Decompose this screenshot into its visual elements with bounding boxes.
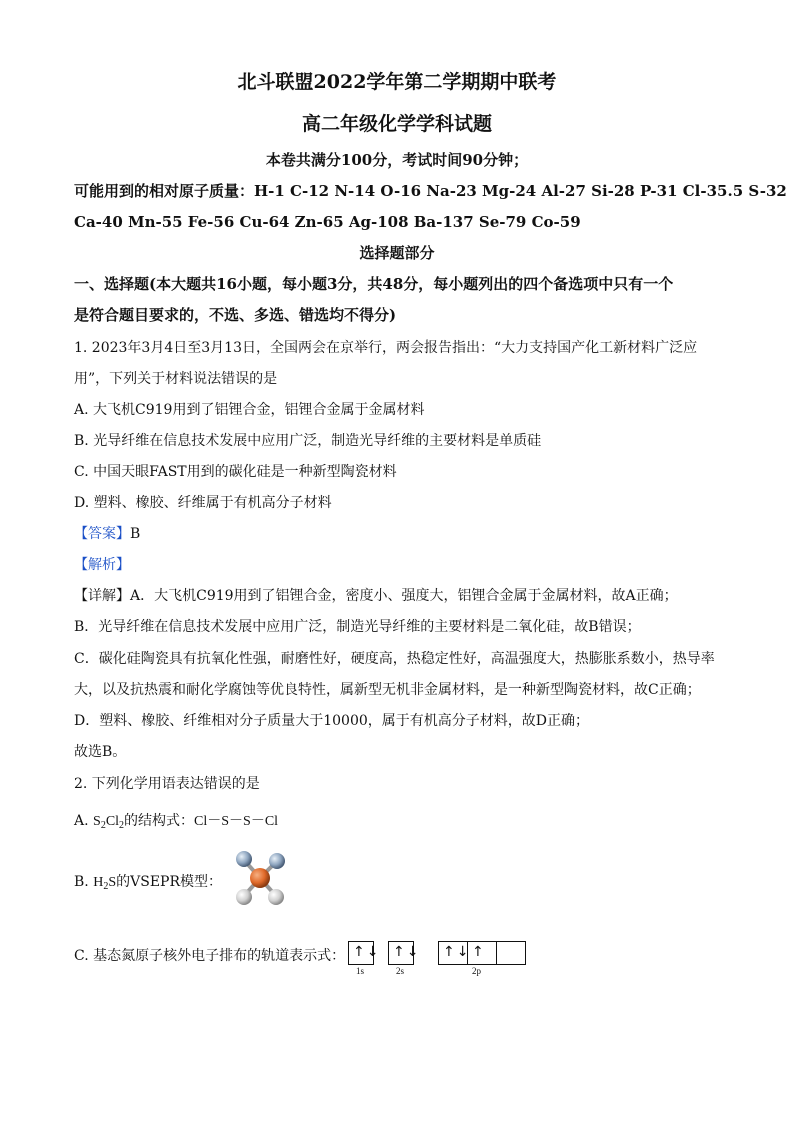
exam-title: 北斗联盟2022学年第二学期期中联考	[237, 71, 557, 93]
q2-option-a-label: A.	[74, 813, 94, 829]
orbital-cell	[497, 942, 525, 964]
formula-s: S	[108, 875, 117, 890]
atomic-mass-line-1: 可能用到的相对原子质量：H-1 C-12 N-14 O-16 Na-23 Mg-24 Al-27 Si-28 P-31 Cl-35.5 S-32	[74, 182, 787, 200]
atomic-mass-line-2: Ca-40 Mn-55 Fe-56 Cu-64 Zn-65 Ag-108 Ba-137 Se-79 Co-59	[74, 213, 581, 231]
q1-conclusion: 故选B。	[74, 744, 127, 760]
exam-info: 本卷共满分100分，考试时间90分钟；	[265, 151, 529, 169]
q1-detail-c-2: 大，以及抗热震和耐化学腐蚀等优良特性，属新型无机非金属材料，是一种新型陶瓷材料，故C正确；	[74, 682, 701, 698]
q2-option-b	[74, 872, 222, 897]
hydrogen-atom	[268, 889, 284, 905]
formula-sub: 2	[103, 881, 109, 892]
section1-instructions-2: 是符合题目要求的，不选、多选、错选均不得分)	[74, 306, 397, 324]
formula-sub: 2	[100, 820, 106, 831]
q1-option-c: C. 中国天眼FAST用到的碳化硅是一种新型陶瓷材料	[74, 464, 397, 480]
q1-detail-a	[74, 586, 678, 606]
orbital-2p-label: 2p	[472, 966, 481, 976]
q1-option-b: B. 光导纤维在信息技术发展中应用广泛，制造光导纤维的主要材料是单质硅	[74, 433, 542, 449]
orbital-cell	[468, 942, 497, 964]
s2cl2-formula	[93, 814, 124, 829]
q1-answer-line	[74, 524, 140, 544]
orbital-2s-box	[388, 941, 421, 965]
q1-detail-b: B．光导纤维在信息技术发展中应用广泛，制造光导纤维的主要材料是二氧化硅，故B错误；	[74, 619, 641, 635]
electron-arrows: ↑	[472, 944, 486, 960]
formula-s: S	[93, 814, 101, 829]
orbital-cell	[349, 942, 381, 964]
orbital-cell	[389, 942, 421, 964]
q1-answer: B	[130, 526, 141, 542]
s2cl2-structure: Cl－S－S－Cl	[194, 814, 279, 829]
h2s-formula	[93, 875, 116, 890]
vsepr-model-image	[230, 848, 294, 908]
q2-option-b-label: B.	[74, 874, 94, 890]
orbital-1s-label: 1s	[356, 966, 365, 976]
orbital-2p-box	[438, 941, 526, 965]
q2-option-b-text: 的VSEPR模型：	[116, 874, 223, 890]
section-title: 选择题部分	[359, 244, 435, 262]
formula-h: H	[93, 875, 104, 890]
orbital-cell	[439, 942, 471, 964]
q1-stem-2: 用”，下列关于材料说法错误的是	[74, 371, 278, 387]
orbital-1s-box	[348, 941, 381, 965]
electron-arrows: ↑↓	[443, 944, 471, 960]
analysis-tag: 【解析】	[74, 557, 130, 573]
answer-tag: 【答案】	[74, 526, 130, 542]
q2-option-c: C. 基态氮原子核外电子排布的轨道表示式：	[74, 948, 346, 964]
q1-detail-d: D．塑料、橡胶、纤维相对分子质量大于10000，属于有机高分子材料，故D正确；	[74, 713, 589, 729]
q1-detail-a-text: A．大飞机C919用到了铝锂合金，密度小、强度大，铝锂合金属于金属材料，故A正确；	[130, 588, 678, 604]
q2-option-a	[74, 811, 278, 836]
lone-pair-sphere	[269, 853, 285, 869]
formula-cl: Cl	[105, 814, 120, 829]
q2-option-a-text: 的结构式：	[124, 813, 195, 829]
q2-stem: 2. 下列化学用语表达错误的是	[74, 776, 260, 792]
orbital-2s-label: 2s	[396, 966, 405, 976]
detail-tag: 【详解】	[74, 588, 130, 604]
q1-stem-1: 1. 2023年3月4日至3月13日，全国两会在京举行，两会报告指出：“大力支持国产化工新材料广泛应	[74, 340, 698, 356]
hydrogen-atom	[236, 889, 252, 905]
exam-subtitle: 高二年级化学学科试题	[301, 113, 492, 135]
electron-arrows: ↑↓	[393, 944, 421, 960]
q1-option-a: A. 大飞机C919用到了铝锂合金，铝锂合金属于金属材料	[74, 402, 425, 418]
q1-option-d: D. 塑料、橡胶、纤维属于有机高分子材料	[74, 495, 332, 511]
electron-arrows: ↑↓	[353, 944, 381, 960]
section1-instructions-1: 一、选择题(本大题共16小题，每小题3分，共48分，每小题列出的四个备选项中只有一个	[74, 275, 674, 293]
q1-detail-c-1: C．碳化硅陶瓷具有抗氧化性强，耐磨性好，硬度高，热稳定性好，高温强度大，热膨胀系数小，热导率	[74, 651, 715, 667]
formula-sub: 2	[119, 820, 125, 831]
sulfur-atom	[250, 868, 270, 888]
lone-pair-sphere	[236, 851, 252, 867]
